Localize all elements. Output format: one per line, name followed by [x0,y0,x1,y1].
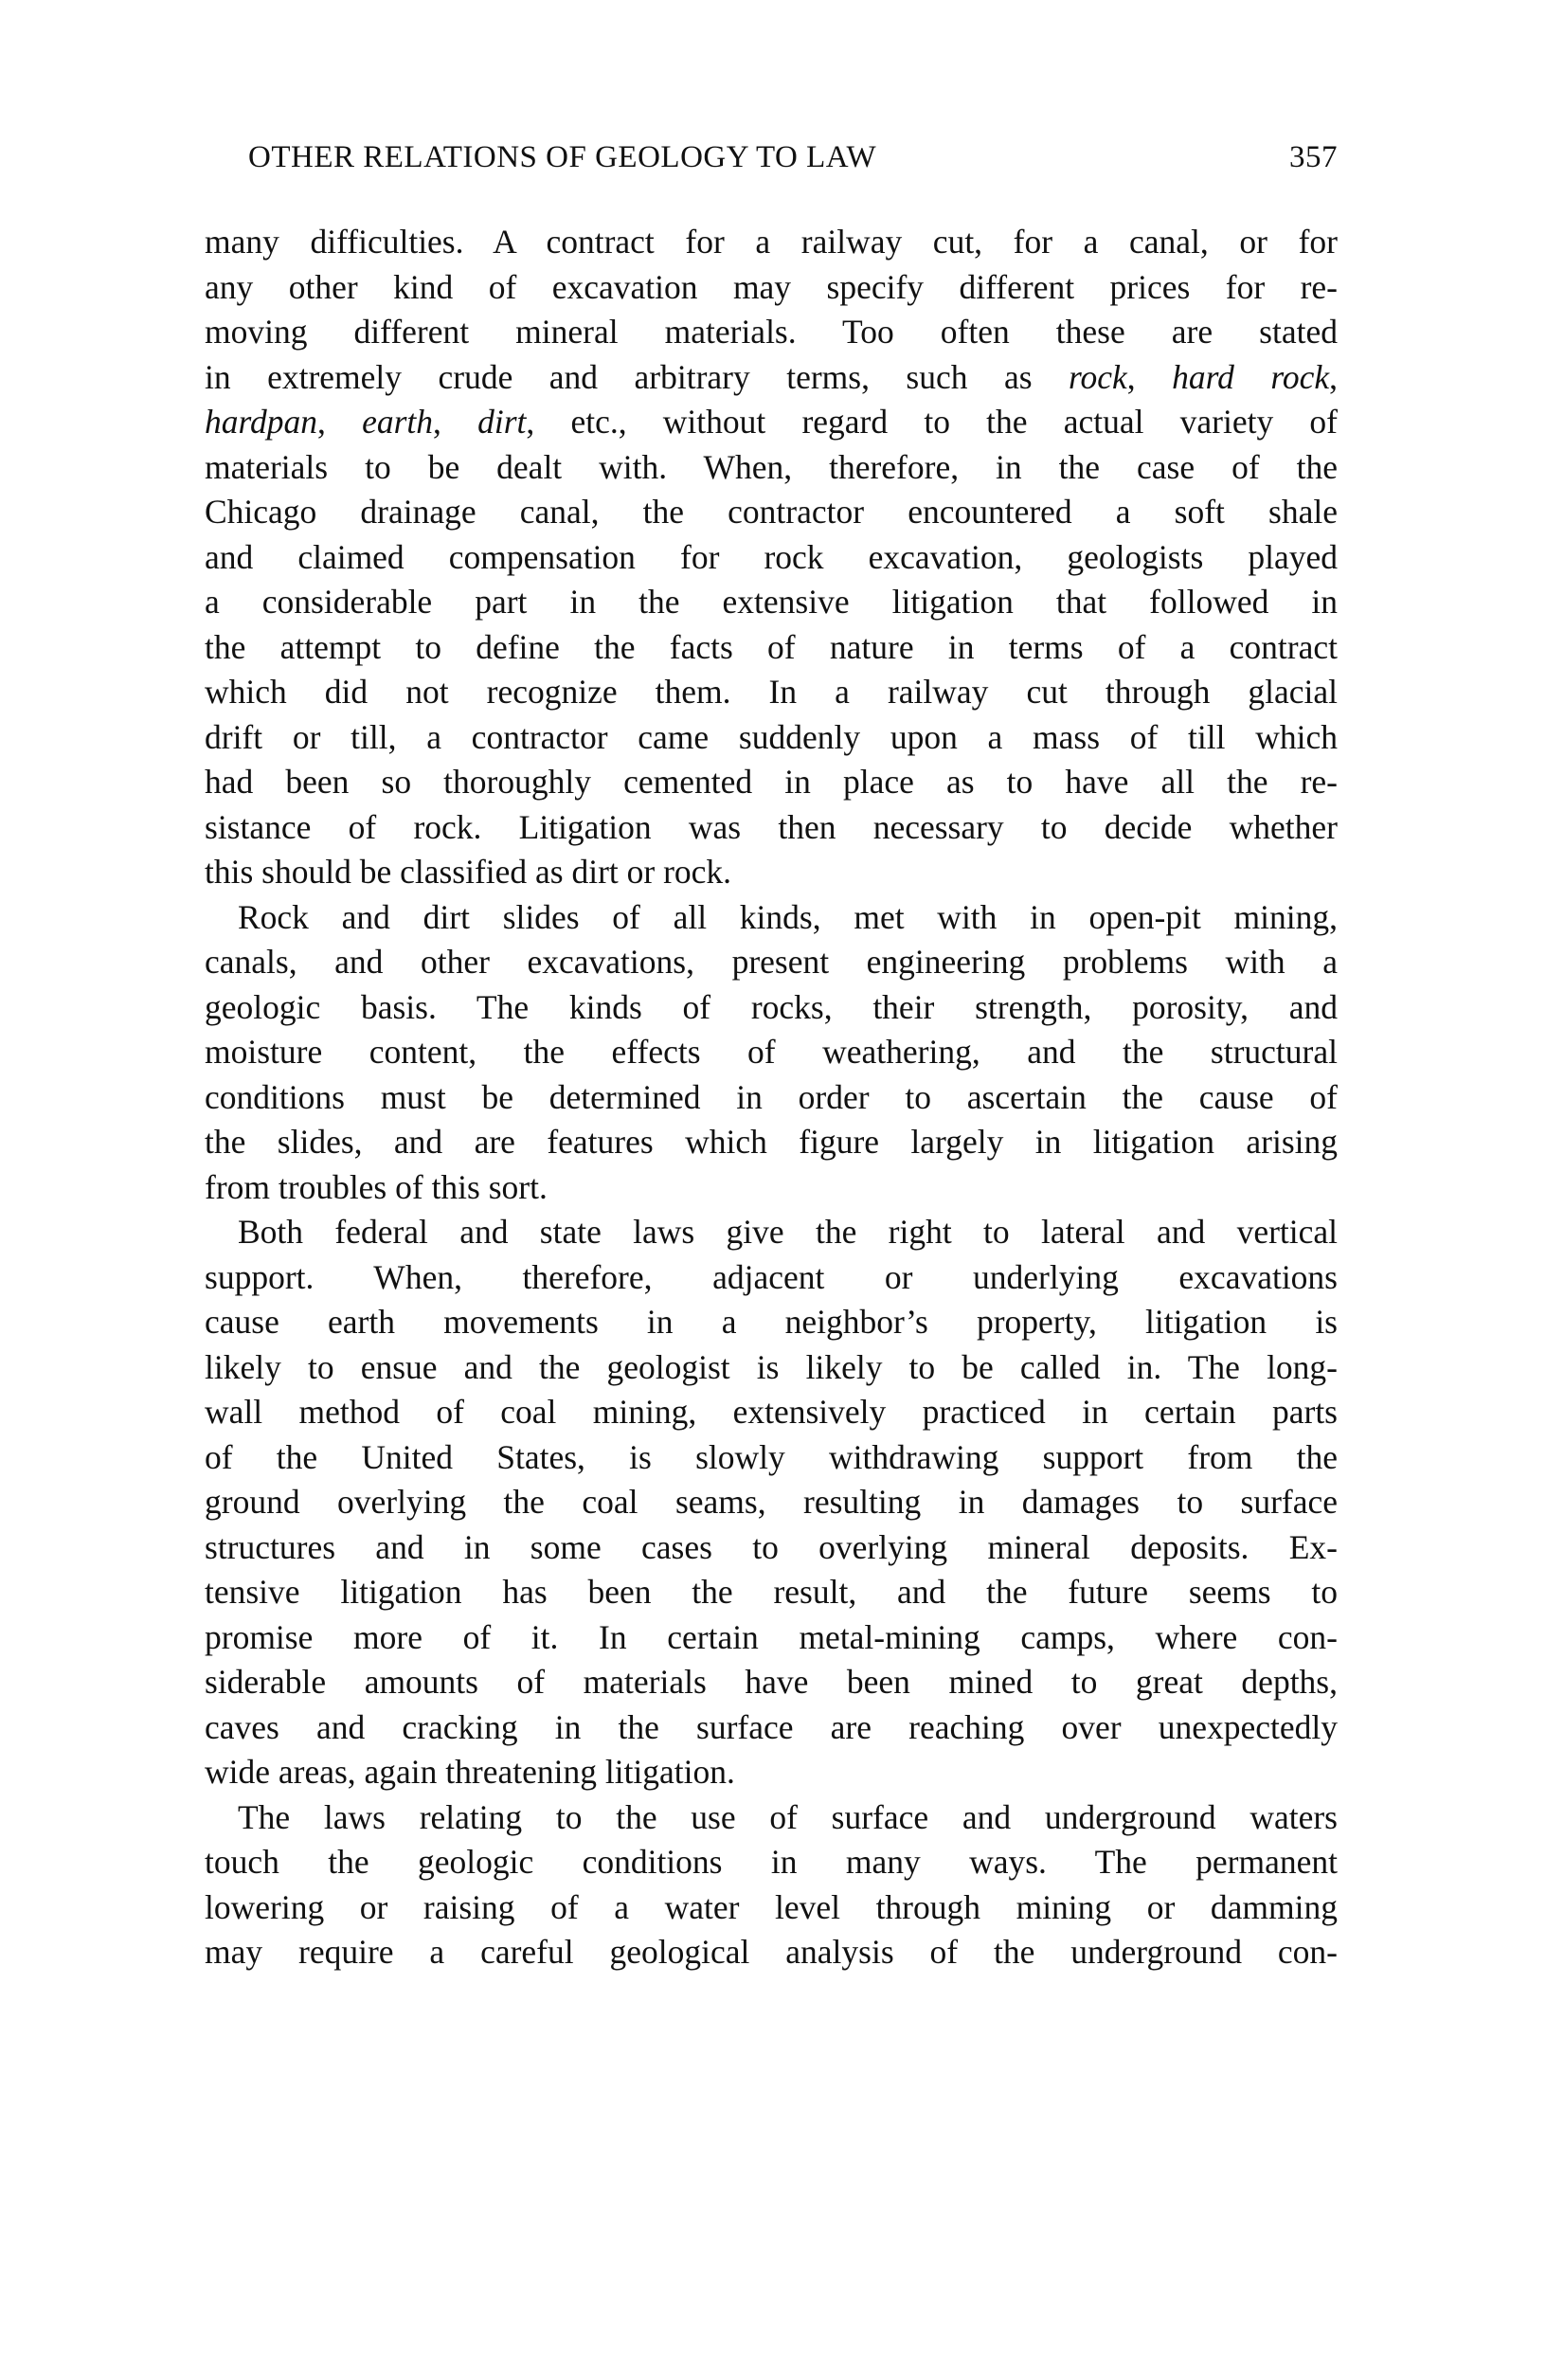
text-line-with-italics: hardpan, earth, dirt, etc., without regard to the actual variety of [205,403,1338,441]
text-line: wide areas, again threatening litigation. [205,1753,735,1791]
text-line: ground overlying the coal seams, resulting in damages to surface [205,1483,1338,1521]
text-line: support. When, therefore, adjacent or underlying excavations [205,1257,1338,1296]
text-line: siderable amounts of materials have been mined to great depths, [205,1663,1338,1701]
text-line: The laws relating to the use of surface and underground waters [238,1797,1338,1836]
text-line-with-italics: in extremely crude and arbitrary terms, such as rock, hard rock, [205,357,1338,396]
paragraph-1 [205,220,1338,895]
text-line: canals, and other excavations, present engineering problems with a [205,943,1338,981]
italic-term: hard rock [1172,357,1330,396]
text-line: Chicago drainage canal, the contractor encountered a soft shale [205,493,1338,531]
italic-term: hardpan [205,403,317,441]
text-line: from troubles of this sort. [205,1167,548,1206]
body-text [205,220,1338,1975]
text-line: the slides, and are features which figure largely in litigation arising [205,1123,1338,1161]
paragraph-3 [205,1210,1338,1795]
text-line: conditions must be determined in order to ascertain the cause of [205,1077,1338,1116]
text-line: lowering or raising of a water level through mining or damming [205,1887,1338,1926]
text-line: had been so thoroughly cemented in place as to have all the re- [205,763,1338,801]
text-line: wall method of coal mining, extensively practiced in certain parts [205,1393,1338,1431]
italic-term: rock [1069,357,1127,396]
text-line: drift or till, a contractor came suddenly upon a mass of till which [205,717,1338,756]
text-line: promise more of it. In certain metal-mining camps, where con- [205,1617,1338,1656]
text-line: many difficulties. A contract for a railway cut, for a canal, or for [205,223,1338,261]
text-line: this should be classified as dirt or rock. [205,853,732,891]
text-line: may require a careful geological analysis of the underground con- [205,1933,1338,1971]
text-line: sistance of rock. Litigation was then necessary to decide whether [205,807,1338,846]
text-line: tensive litigation has been the result, and the future seems to [205,1573,1338,1611]
text-line: caves and cracking in the surface are reaching over unexpectedly [205,1707,1338,1746]
text-line: which did not recognize them. In a railway cut through glacial [205,673,1338,711]
italic-term: earth [362,403,434,441]
text-line: moisture content, the effects of weathering, and the structural [205,1033,1338,1071]
text-line: a considerable part in the extensive litigation that followed in [205,583,1338,621]
text-line: moving different mineral materials. Too often these are stated [205,313,1338,351]
text-line: and claimed compensation for rock excavation, geologists played [205,537,1338,576]
text-line: the attempt to define the facts of nature in terms of a contract [205,627,1338,666]
text-line: geologic basis. The kinds of rocks, their strength, porosity, and [205,987,1338,1026]
text-line: materials to be dealt with. When, therefore, in the case of the [205,447,1338,486]
page-number: 357 [1289,140,1338,174]
text-line: touch the geologic conditions in many ways. The permanent [205,1843,1338,1881]
paragraph-4 [205,1795,1338,1975]
text-line: any other kind of excavation may specify different prices for re- [205,267,1338,306]
text-line: likely to ensue and the geologist is likely to be called in. The long- [205,1347,1338,1386]
paragraph-2 [205,895,1338,1211]
text-line: Rock and dirt slides of all kinds, met with in open-pit mining, [238,897,1338,936]
running-head-title: OTHER RELATIONS OF GEOLOGY TO LAW [248,140,877,174]
text-line: structures and in some cases to overlying mineral deposits. Ex- [205,1527,1338,1566]
text-line: of the United States, is slowly withdrawing support from the [205,1437,1338,1476]
italic-term: dirt [477,403,527,441]
running-head [248,140,1338,182]
text-line: cause earth movements in a neighbor’s property, litigation is [205,1303,1338,1341]
text-line: Both federal and state laws give the right to lateral and vertical [238,1213,1338,1251]
